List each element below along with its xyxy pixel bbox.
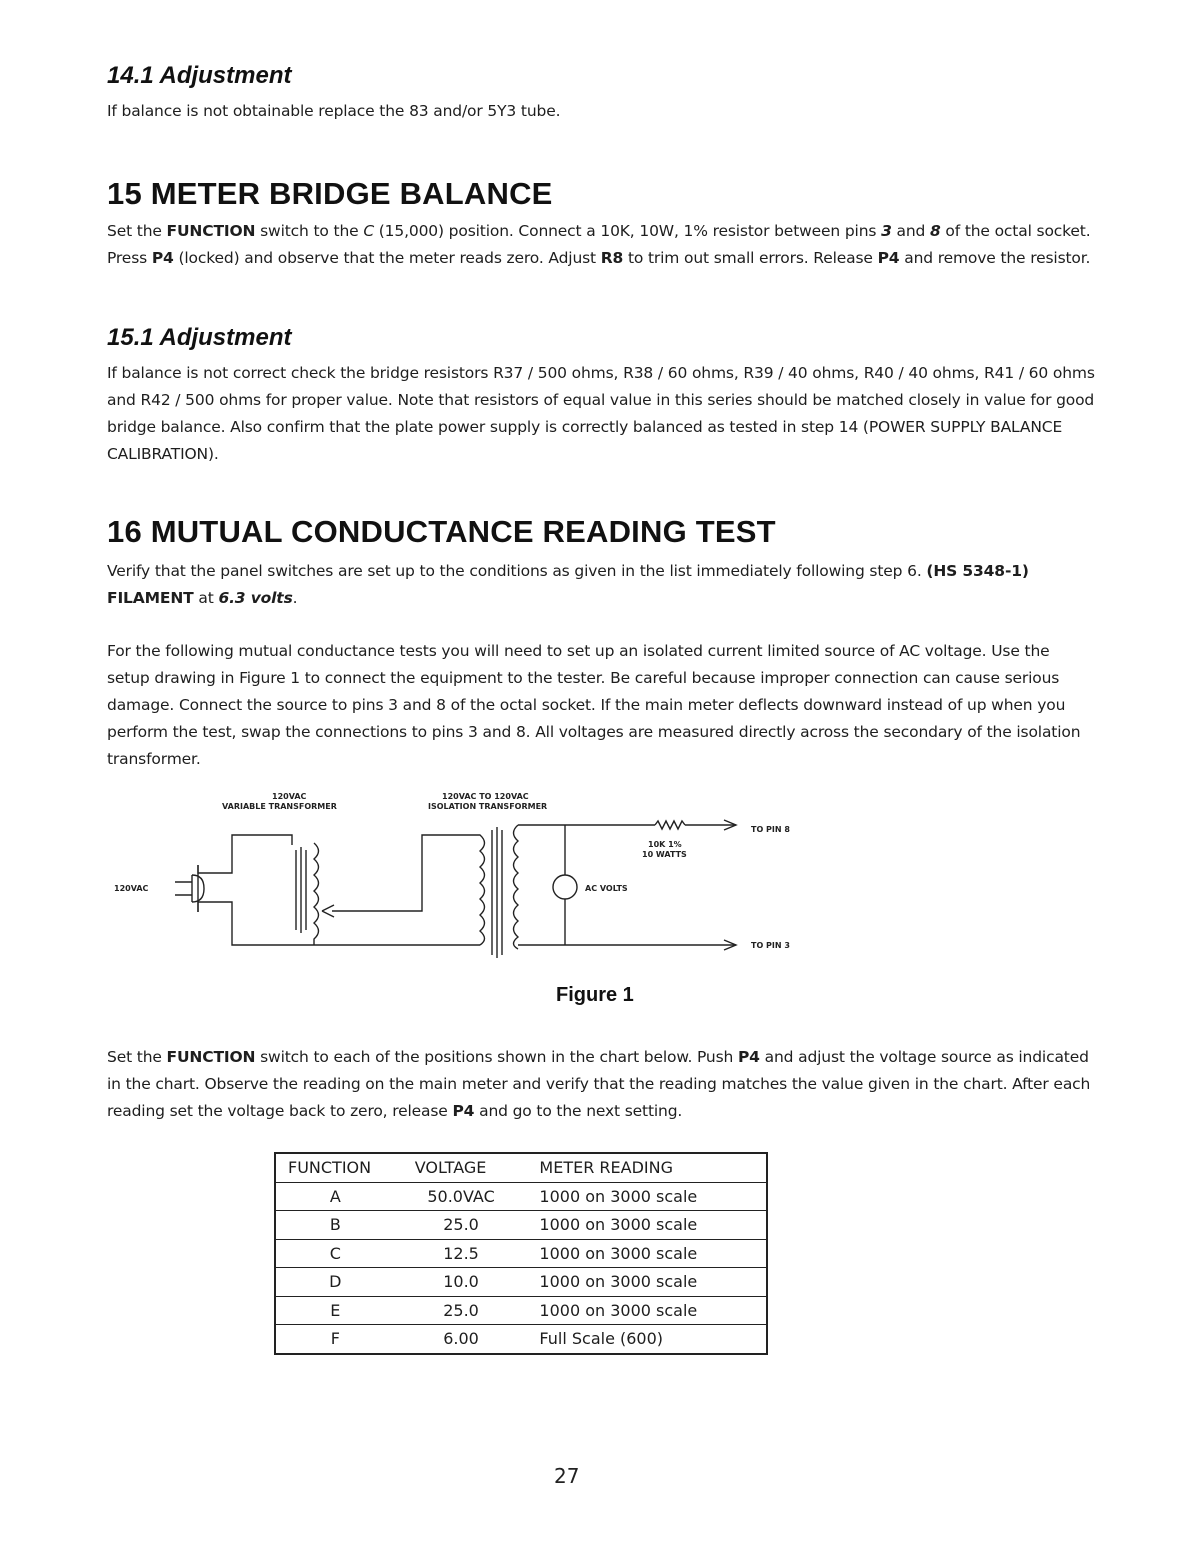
meter-label: AC VOLTS bbox=[585, 884, 628, 893]
var-primary-top-wire bbox=[198, 835, 292, 873]
chart-row bbox=[275, 1211, 767, 1240]
cell-function: D bbox=[275, 1268, 395, 1297]
cell-voltage: 25.0 bbox=[395, 1211, 528, 1240]
iso-label-1: 120VAC TO 120VAC bbox=[442, 792, 529, 801]
section-16-intro: Verify that the panel switches are set up to the conditions as given in the list immediately following step 6. (HS 5348-1) FILAMENT at 6.3 volts. bbox=[107, 562, 1029, 607]
mutual-conductance-chart bbox=[274, 1152, 768, 1355]
pin3-label: TO PIN 3 bbox=[751, 941, 790, 950]
section-14-1-text: If balance is not obtainable replace the 83 and/or 5Y3 tube. bbox=[107, 102, 561, 120]
iso-primary-coil bbox=[463, 835, 485, 945]
var-label-2: VARIABLE TRANSFORMER bbox=[222, 802, 337, 811]
cell-meter-reading: 1000 on 3000 scale bbox=[527, 1182, 767, 1211]
resistor-label-1: 10K 1% bbox=[648, 840, 682, 849]
page-number: 27 bbox=[554, 1464, 580, 1488]
chart-row bbox=[275, 1268, 767, 1297]
section-16-heading: 16 MUTUAL CONDUCTANCE READING TEST bbox=[107, 514, 776, 549]
chart-row bbox=[275, 1325, 767, 1354]
section-15-heading: 15 METER BRIDGE BALANCE bbox=[107, 176, 553, 211]
section-15-text: Set the FUNCTION switch to the C (15,000) position. Connect a 10K, 10W, 1% resistor between pins 3 and 8 of the octal socket. Press P4 (locked) and observe that the meter reads zero. Adjust R8 to trim out small errors. Release P4 and remove the resistor. bbox=[107, 222, 1091, 267]
chart-row bbox=[275, 1296, 767, 1325]
ac-volts-meter bbox=[553, 875, 577, 899]
iso-secondary-coil bbox=[514, 825, 519, 949]
chart-header-row bbox=[275, 1153, 767, 1182]
cell-function: C bbox=[275, 1239, 395, 1268]
cell-function: E bbox=[275, 1296, 395, 1325]
header-voltage: VOLTAGE bbox=[414, 1158, 487, 1178]
header-meter-reading: METER READING bbox=[539, 1158, 673, 1178]
var-wiper-wire bbox=[332, 835, 463, 911]
resistor-symbol bbox=[655, 821, 685, 829]
section-15-1-heading: 15.1 Adjustment bbox=[107, 324, 292, 351]
var-label-1: 120VAC bbox=[272, 792, 307, 801]
iso-label-2: ISOLATION TRANSFORMER bbox=[428, 802, 548, 811]
section-14-1-heading: 14.1 Adjustment bbox=[107, 62, 292, 89]
section-16-procedure-text: Set the FUNCTION switch to each of the positions shown in the chart below. Push P4 and adjust the voltage source as indicated in the chart. Observe the reading on the main meter and verify that the reading matches the value given in the chart. After each reading set the voltage back to zero, release P4 and go to the next setting. bbox=[107, 1048, 1091, 1120]
cell-meter-reading: 1000 on 3000 scale bbox=[527, 1268, 767, 1297]
var-coil bbox=[314, 843, 319, 945]
cell-voltage: 10.0 bbox=[395, 1268, 528, 1297]
cell-meter-reading: Full Scale (600) bbox=[527, 1325, 767, 1354]
resistor-label-2: 10 WATTS bbox=[642, 850, 687, 859]
cell-voltage: 12.5 bbox=[395, 1239, 528, 1268]
cell-voltage: 25.0 bbox=[395, 1296, 528, 1325]
section-16-setup-text: For the following mutual conductance tests you will need to set up an isolated current limited source of AC voltage. Use the setup drawing in Figure 1 to connect the equipment to the tester. Be careful because improper connection can cause serious damage. Connect the source to pins 3 and 8 of the octal socket. If the main meter deflects downward instead of up when you perform the test, swap the connections to pins 3 and 8. All voltages are measured directly across the secondary of the isolation transformer. bbox=[107, 642, 1081, 768]
source-label: 120VAC bbox=[114, 884, 149, 893]
cell-meter-reading: 1000 on 3000 scale bbox=[527, 1239, 767, 1268]
figure-1-caption: Figure 1 bbox=[556, 984, 634, 1006]
chart-row bbox=[275, 1182, 767, 1211]
cell-function: A bbox=[275, 1182, 395, 1211]
figure-1-diagram bbox=[100, 785, 830, 965]
cell-voltage: 6.00 bbox=[395, 1325, 528, 1354]
header-function: FUNCTION bbox=[288, 1158, 372, 1178]
section-15-1-text: If balance is not correct check the bridge resistors R37 / 500 ohms, R38 / 60 ohms, R39 / 40 ohms, R40 / 40 ohms, R41 / 60 ohms and R42 / 500 ohms for proper value. Note that resistors of equal value in this series should be matched closely in value for good bridge balance. Also confirm that the plate power supply is correctly balanced as tested in step 14 (POWER SUPPLY BALANCE CALIBRATION). bbox=[107, 364, 1095, 463]
cell-meter-reading: 1000 on 3000 scale bbox=[527, 1296, 767, 1325]
chart-row bbox=[275, 1239, 767, 1268]
pin8-label: TO PIN 8 bbox=[751, 825, 790, 834]
cell-function: F bbox=[275, 1325, 395, 1354]
cell-voltage: 50.0VAC bbox=[395, 1182, 528, 1211]
cell-meter-reading: 1000 on 3000 scale bbox=[527, 1211, 767, 1240]
cell-function: B bbox=[275, 1211, 395, 1240]
